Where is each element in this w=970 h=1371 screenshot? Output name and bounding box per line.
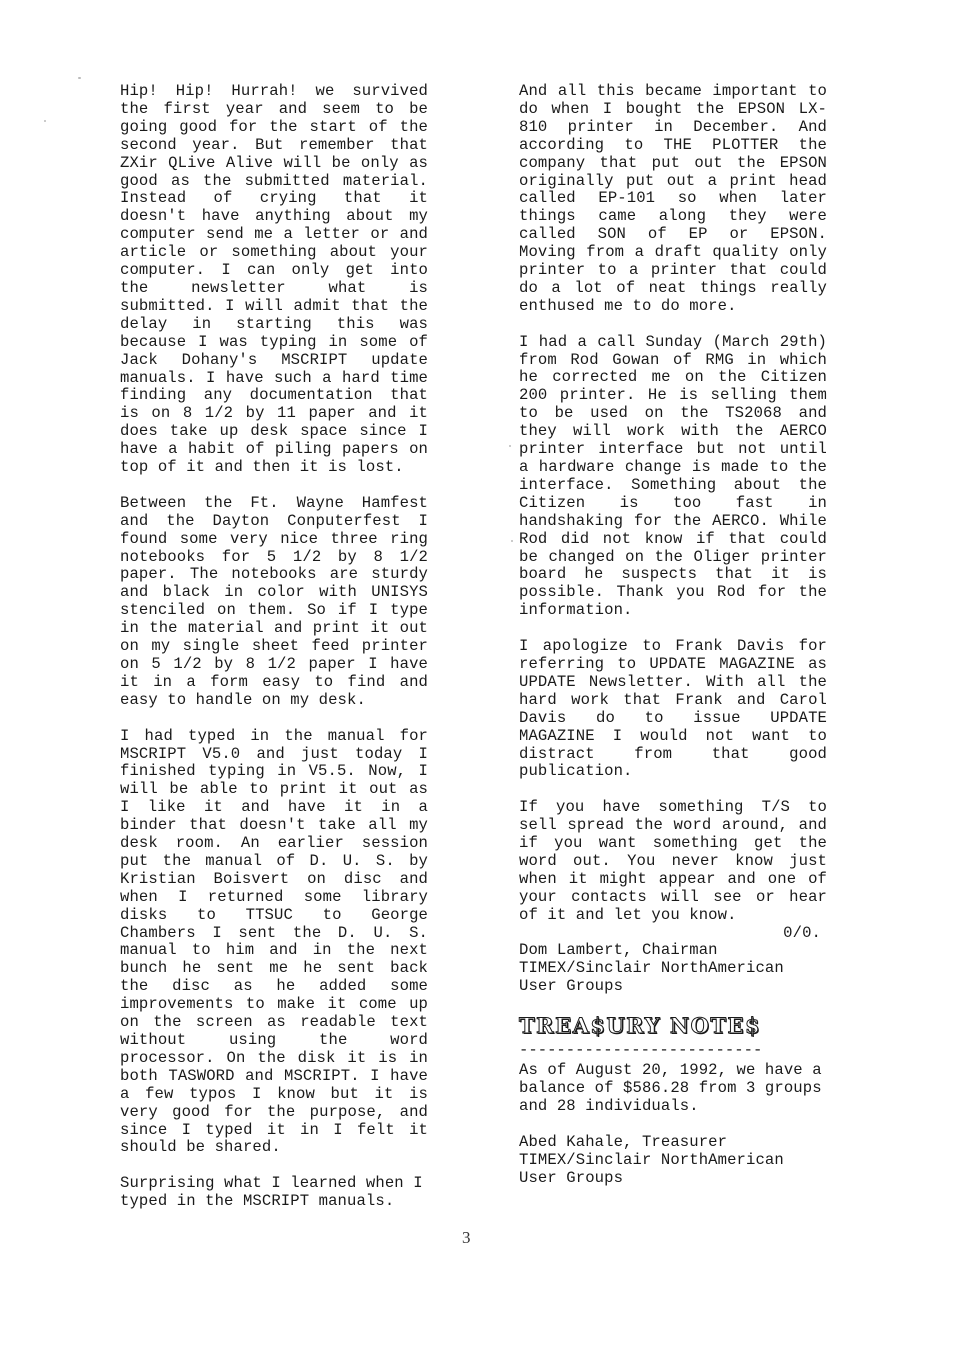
surprising-paragraph: Surprising what I learned when I typed in the MSCRIPT manuals.: [120, 1174, 423, 1211]
chairman-org-line2: User Groups: [519, 977, 624, 996]
scan-speck: [78, 77, 81, 79]
chairman-closing: [519, 799, 827, 996]
treasury-balance-paragraph: As of August 20, 1992, we have a balance of $586.28 from 3 groups and 28 individuals.: [519, 1061, 822, 1115]
treasurer-org-line1: TIMEX/Sinclair NorthAmerican: [519, 1150, 784, 1169]
epson-paragraph: And all this became important to do when I bought the EPSON LX-810 printer in December. And according to THE PLOTTER the company that put out the EPSON originally put out a print head called EP-101 so when later things came along they were called SON of EP or EPSON. Moving from a draft quality only printer to a printer that could do a lot of neat things really enthused me to do more.: [519, 82, 827, 315]
chairman-org-line1: TIMEX/Sinclair NorthAmerican: [519, 959, 784, 978]
treasury-notes-heading: TREA$URY NOTE$: [519, 1013, 762, 1039]
notebooks-paragraph: Between the Ft. Wayne Hamfest and the Dayton Conputerfest I found some very nice three ring notebooks for 5 1/2 by 8 1/2 paper. The notebooks are sturdy and black in color with UNISYS stenciled on them. So if I type in the material and print it out on my single sheet feed printer on 5 1/2 by 8 1/2 paper I have it in a form easy to find and easy to handle on my desk.: [120, 493, 428, 709]
mscript-manual-paragraph: I had typed in the manual for MSCRIPT V5.0 and just today I finished typing in V5.5. Now, I will be able to print it out as I like it and have it in a binder that doesn't take all my desk room. An earlier session put the manual of D. U. S. by Kristian Boisvert on disc and when I returned some library disks to TTSUC to George Chambers I sent the D. U. S. manual to him and in the next bunch he sent me he sent back the disc as he added some improvements to make it come up on the screen as readable text without using the word processor. On the disk it is in both TASWORD and MSCRIPT. I have a few typos I know but it is very good for the purpose, and since I typed it in I felt it should be shared.: [120, 726, 428, 1157]
treasurer-org-line2: User Groups: [519, 1168, 624, 1187]
heading-divider: --------------------------: [519, 1041, 763, 1060]
left-column: [120, 83, 428, 1229]
treasurer-name: Abed Kahale, Treasurer: [519, 1132, 728, 1151]
scan-speck: [511, 540, 513, 542]
right-column: [519, 83, 827, 1205]
closing-mark: 0/0.: [783, 923, 821, 942]
page-number: 3: [462, 1228, 471, 1247]
citizen-printer-paragraph: I had a call Sunday (March 29th) from Rod Gowan of RMG in which he corrected me on the Citizen 200 printer. He is selling them to be used on the TS2068 and they will work with the AERCO printer interface but not until a hardware change is made to the interface. Something about the Citizen is too fast in handshaking for the AERCO. While Rod did not know if that could be changed on the Oliger printer board he suspects that it is possible. Thank you Rod for the information.: [519, 332, 827, 620]
apology-paragraph: I apologize to Frank Davis for referring to UPDATE MAGAZINE as UPDATE Newsletter. With all the hard work that Frank and Carol Davis do to issue UPDATE MAGAZINE I would not want to distract from that good publication.: [519, 637, 827, 781]
spread-the-word-paragraph: If you have something T/S to sell spread the word around, and if you want something get the word out. You never know just when it might appear and one of your contacts will see or hear of it and let you know.: [519, 798, 827, 924]
scan-speck: [509, 445, 511, 447]
scan-speck: [44, 120, 46, 122]
chairman-name: Dom Lambert, Chairman: [519, 941, 718, 960]
treasurer-signature: [519, 1134, 827, 1188]
intro-paragraph: Hip! Hip! Hurrah! we survived the first year and seem to be going good for the start of the second year. But remember that ZXir QLive Alive will be only as good as the submitted material. Instead of crying that it doesn't have anything about my computer send me a letter or and article or something about your computer. I can only get into the newsletter what is submitted. I will admit that the delay in starting this was because I was typing in some of Jack Dohany's MSCRIPT update manuals. I have such a hard time finding any documentation that is on 8 1/2 by 11 paper and it does take up desk space since I have a habit of piling papers on top of it and then it is lost.: [120, 82, 428, 477]
